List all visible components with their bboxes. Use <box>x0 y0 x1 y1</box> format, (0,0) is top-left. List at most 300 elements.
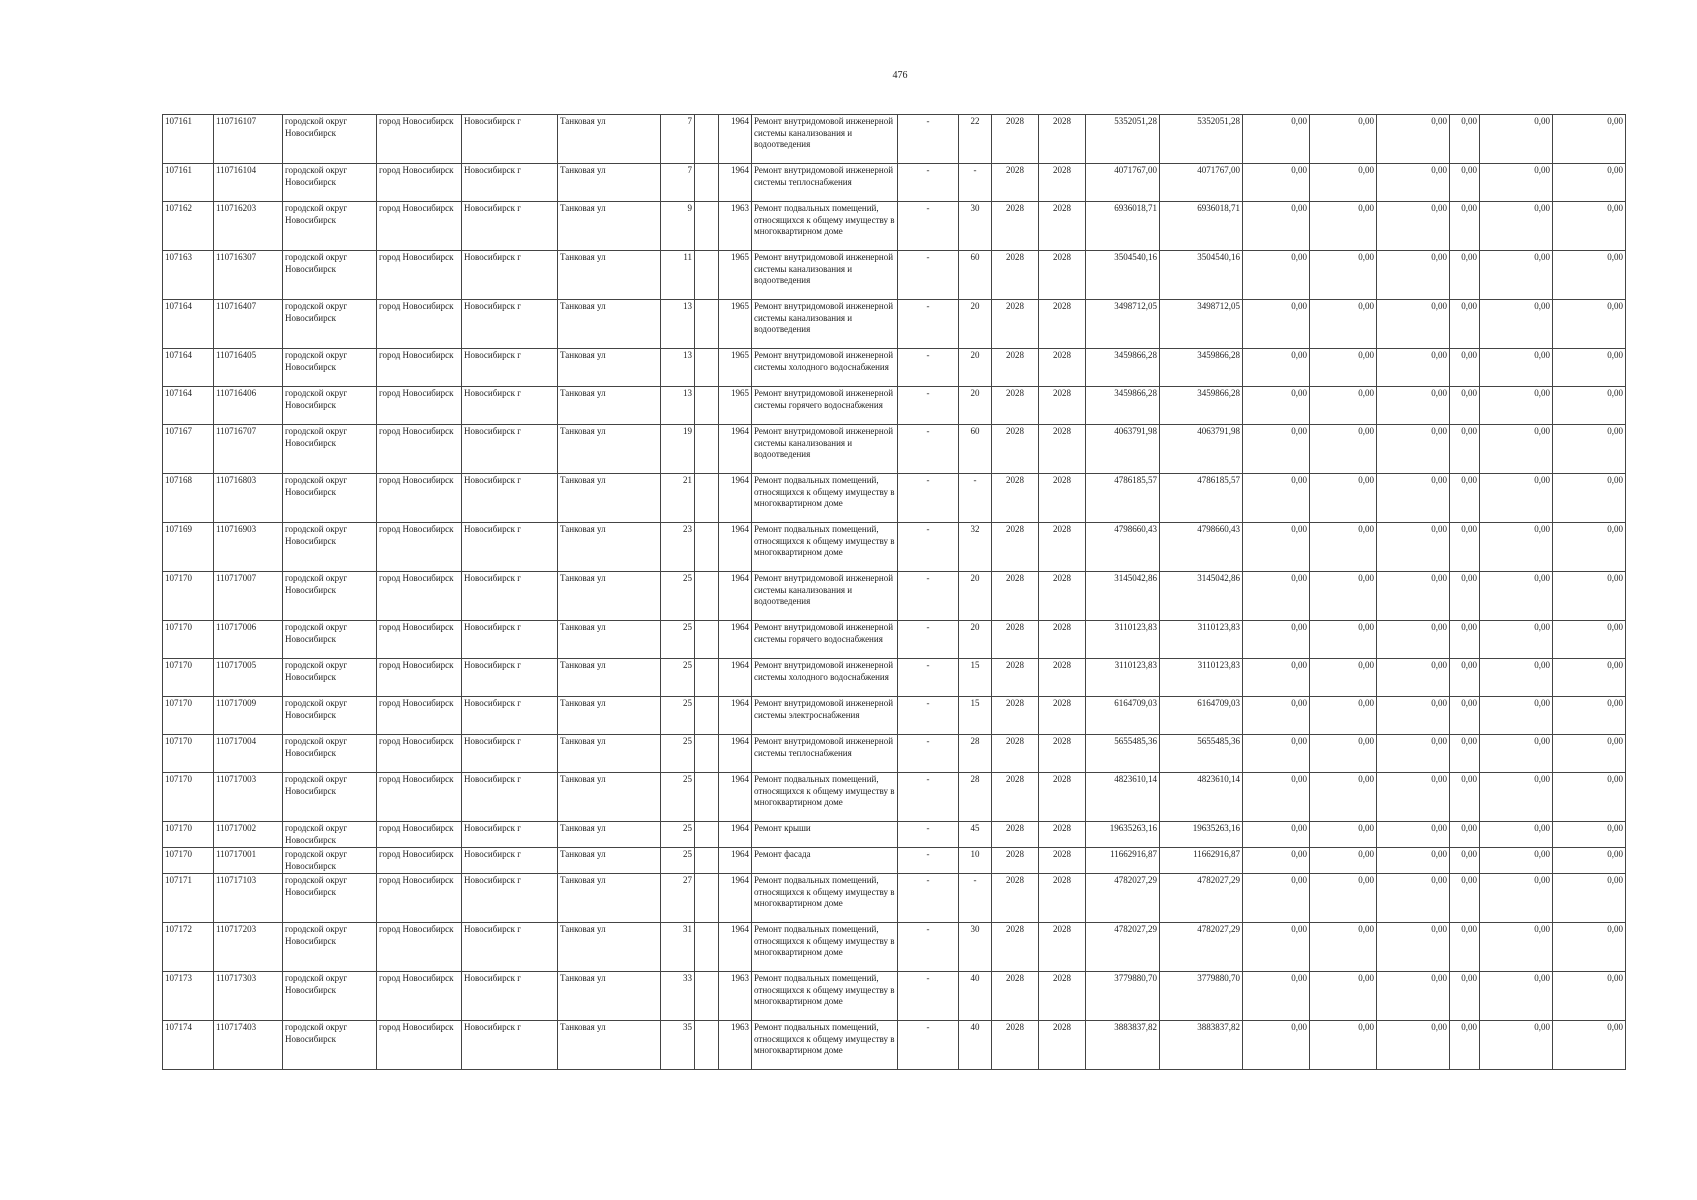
cell-budget-municipal: 0,00 <box>1377 349 1450 387</box>
cell-total-cost: 4823610,14 <box>1086 773 1160 822</box>
cell-district: городской округ Новосибирск <box>283 659 377 697</box>
cell-building <box>695 874 719 923</box>
cell-total-cost: 3145042,86 <box>1086 572 1160 621</box>
cell-work-mark: - <box>898 822 959 848</box>
cell-work-id: 110716407 <box>214 300 283 349</box>
cell-house-number: 7 <box>661 115 695 164</box>
cell-total-cost: 3459866,28 <box>1086 349 1160 387</box>
cell-district: городской округ Новосибирск <box>283 115 377 164</box>
cell-settlement: город Новосибирск <box>377 349 462 387</box>
cell-year-end: 2028 <box>1039 735 1086 773</box>
cell-settlement: город Новосибирск <box>377 474 462 523</box>
cell-work-id: 110716707 <box>214 425 283 474</box>
cell-row-id: 107164 <box>163 387 214 425</box>
cell-city: Новосибирск г <box>462 425 558 474</box>
cell-fund-cost: 4823610,14 <box>1160 773 1243 822</box>
cell-row-id: 107170 <box>163 621 214 659</box>
cell-owner-share: 0,00 <box>1450 923 1480 972</box>
cell-owner-share: 0,00 <box>1450 474 1480 523</box>
cell-city: Новосибирск г <box>462 874 558 923</box>
cell-year-built: 1965 <box>719 300 752 349</box>
cell-budget-municipal: 0,00 <box>1377 523 1450 572</box>
cell-fund-cost: 3459866,28 <box>1160 349 1243 387</box>
cell-total-cost: 4782027,29 <box>1086 874 1160 923</box>
cell-budget-federal: 0,00 <box>1243 621 1310 659</box>
cell-city: Новосибирск г <box>462 474 558 523</box>
cell-building <box>695 735 719 773</box>
cell-settlement: город Новосибирск <box>377 773 462 822</box>
table-row <box>163 1021 1626 1070</box>
cell-owner-share: 0,00 <box>1450 848 1480 874</box>
cell-work-type: Ремонт подвальных помещений, относящихся к общему имуществу в многоквартирном доме <box>752 972 898 1021</box>
cell-year-built: 1963 <box>719 972 752 1021</box>
cell-budget-municipal: 0,00 <box>1377 1021 1450 1070</box>
cell-year-start: 2028 <box>992 300 1039 349</box>
table-row <box>163 572 1626 621</box>
cell-year-built: 1964 <box>719 523 752 572</box>
cell-work-mark: - <box>898 621 959 659</box>
cell-work-type: Ремонт внутридомовой инженерной системы электроснабжения <box>752 697 898 735</box>
cell-budget-regional: 0,00 <box>1310 572 1377 621</box>
cell-year-start: 2028 <box>992 474 1039 523</box>
cell-budget-federal: 0,00 <box>1243 735 1310 773</box>
cell-street: Танковая ул <box>558 923 661 972</box>
table-row <box>163 735 1626 773</box>
cell-owner-share: 0,00 <box>1450 874 1480 923</box>
cell-year-start: 2028 <box>992 115 1039 164</box>
cell-budget-federal: 0,00 <box>1243 387 1310 425</box>
table-row <box>163 848 1626 874</box>
cell-settlement: город Новосибирск <box>377 202 462 251</box>
cell-work-type: Ремонт крыши <box>752 822 898 848</box>
cell-year-end: 2028 <box>1039 972 1086 1021</box>
cell-year-end: 2028 <box>1039 387 1086 425</box>
cell-work-type: Ремонт внутридомовой инженерной системы канализования и водоотведения <box>752 115 898 164</box>
cell-other-source: 0,00 <box>1480 425 1553 474</box>
cell-total-cost: 6164709,03 <box>1086 697 1160 735</box>
cell-city: Новосибирск г <box>462 251 558 300</box>
cell-row-id: 107171 <box>163 874 214 923</box>
table-row <box>163 874 1626 923</box>
cell-budget-federal: 0,00 <box>1243 874 1310 923</box>
cell-house-number: 19 <box>661 425 695 474</box>
cell-work-id: 110717006 <box>214 621 283 659</box>
table-row <box>163 349 1626 387</box>
cell-other-source: 0,00 <box>1480 202 1553 251</box>
cell-budget-regional: 0,00 <box>1310 349 1377 387</box>
cell-work-id: 110716104 <box>214 164 283 202</box>
cell-fund-cost: 4071767,00 <box>1160 164 1243 202</box>
cell-work-mark: - <box>898 773 959 822</box>
cell-work-id: 110717403 <box>214 1021 283 1070</box>
cell-work-mark: - <box>898 659 959 697</box>
cell-building <box>695 923 719 972</box>
cell-year-end: 2028 <box>1039 523 1086 572</box>
cell-work-type: Ремонт внутридомовой инженерной системы холодного водоснабжения <box>752 349 898 387</box>
cell-work-type: Ремонт внутридомовой инженерной системы канализования и водоотведения <box>752 425 898 474</box>
cell-district: городской округ Новосибирск <box>283 425 377 474</box>
cell-owner-share: 0,00 <box>1450 115 1480 164</box>
cell-work-volume: 20 <box>959 621 992 659</box>
table-row <box>163 773 1626 822</box>
cell-building <box>695 1021 719 1070</box>
cell-district: городской округ Новосибирск <box>283 848 377 874</box>
cell-budget-federal: 0,00 <box>1243 972 1310 1021</box>
cell-work-type: Ремонт внутридомовой инженерной системы теплоснабжения <box>752 735 898 773</box>
cell-work-mark: - <box>898 425 959 474</box>
cell-fund-cost: 6164709,03 <box>1160 697 1243 735</box>
cell-extra-cost: 0,00 <box>1553 572 1626 621</box>
cell-total-cost: 3459866,28 <box>1086 387 1160 425</box>
cell-year-end: 2028 <box>1039 923 1086 972</box>
cell-budget-federal: 0,00 <box>1243 1021 1310 1070</box>
cell-budget-regional: 0,00 <box>1310 972 1377 1021</box>
cell-house-number: 21 <box>661 474 695 523</box>
cell-other-source: 0,00 <box>1480 1021 1553 1070</box>
cell-budget-municipal: 0,00 <box>1377 735 1450 773</box>
cell-budget-regional: 0,00 <box>1310 425 1377 474</box>
cell-row-id: 107174 <box>163 1021 214 1070</box>
cell-fund-cost: 3459866,28 <box>1160 387 1243 425</box>
cell-extra-cost: 0,00 <box>1553 874 1626 923</box>
cell-budget-federal: 0,00 <box>1243 202 1310 251</box>
cell-year-start: 2028 <box>992 874 1039 923</box>
cell-house-number: 9 <box>661 202 695 251</box>
cell-city: Новосибирск г <box>462 822 558 848</box>
cell-other-source: 0,00 <box>1480 621 1553 659</box>
cell-work-id: 110716203 <box>214 202 283 251</box>
cell-work-volume: 32 <box>959 523 992 572</box>
cell-street: Танковая ул <box>558 474 661 523</box>
cell-district: городской округ Новосибирск <box>283 822 377 848</box>
cell-street: Танковая ул <box>558 387 661 425</box>
cell-year-built: 1963 <box>719 202 752 251</box>
cell-owner-share: 0,00 <box>1450 735 1480 773</box>
cell-district: городской округ Новосибирск <box>283 164 377 202</box>
cell-budget-municipal: 0,00 <box>1377 300 1450 349</box>
cell-budget-municipal: 0,00 <box>1377 251 1450 300</box>
cell-other-source: 0,00 <box>1480 523 1553 572</box>
cell-extra-cost: 0,00 <box>1553 659 1626 697</box>
cell-extra-cost: 0,00 <box>1553 1021 1626 1070</box>
cell-work-mark: - <box>898 923 959 972</box>
cell-owner-share: 0,00 <box>1450 202 1480 251</box>
cell-settlement: город Новосибирск <box>377 848 462 874</box>
cell-district: городской округ Новосибирск <box>283 773 377 822</box>
cell-district: городской округ Новосибирск <box>283 251 377 300</box>
cell-street: Танковая ул <box>558 621 661 659</box>
cell-budget-municipal: 0,00 <box>1377 972 1450 1021</box>
cell-work-mark: - <box>898 1021 959 1070</box>
cell-extra-cost: 0,00 <box>1553 387 1626 425</box>
cell-house-number: 25 <box>661 659 695 697</box>
cell-budget-regional: 0,00 <box>1310 251 1377 300</box>
cell-work-id: 110717001 <box>214 848 283 874</box>
cell-work-type: Ремонт внутридомовой инженерной системы горячего водоснабжения <box>752 621 898 659</box>
cell-district: городской округ Новосибирск <box>283 202 377 251</box>
cell-budget-municipal: 0,00 <box>1377 425 1450 474</box>
cell-owner-share: 0,00 <box>1450 251 1480 300</box>
cell-house-number: 25 <box>661 848 695 874</box>
cell-work-type: Ремонт фасада <box>752 848 898 874</box>
cell-year-end: 2028 <box>1039 659 1086 697</box>
cell-owner-share: 0,00 <box>1450 349 1480 387</box>
cell-total-cost: 4063791,98 <box>1086 425 1160 474</box>
cell-year-end: 2028 <box>1039 300 1086 349</box>
cell-owner-share: 0,00 <box>1450 697 1480 735</box>
cell-work-volume: 30 <box>959 202 992 251</box>
cell-other-source: 0,00 <box>1480 115 1553 164</box>
cell-work-mark: - <box>898 572 959 621</box>
cell-extra-cost: 0,00 <box>1553 621 1626 659</box>
cell-total-cost: 3110123,83 <box>1086 659 1160 697</box>
cell-total-cost: 3498712,05 <box>1086 300 1160 349</box>
table-row <box>163 387 1626 425</box>
cell-district: городской округ Новосибирск <box>283 735 377 773</box>
cell-city: Новосибирск г <box>462 1021 558 1070</box>
cell-year-end: 2028 <box>1039 572 1086 621</box>
data-table <box>162 114 1626 1070</box>
cell-other-source: 0,00 <box>1480 923 1553 972</box>
cell-owner-share: 0,00 <box>1450 659 1480 697</box>
table-row <box>163 425 1626 474</box>
cell-budget-regional: 0,00 <box>1310 874 1377 923</box>
cell-owner-share: 0,00 <box>1450 387 1480 425</box>
cell-total-cost: 3779880,70 <box>1086 972 1160 1021</box>
cell-year-built: 1964 <box>719 822 752 848</box>
table-row <box>163 972 1626 1021</box>
cell-city: Новосибирск г <box>462 773 558 822</box>
cell-city: Новосибирск г <box>462 202 558 251</box>
cell-settlement: город Новосибирск <box>377 621 462 659</box>
cell-work-volume: 60 <box>959 425 992 474</box>
cell-settlement: город Новосибирск <box>377 972 462 1021</box>
cell-extra-cost: 0,00 <box>1553 202 1626 251</box>
cell-total-cost: 4798660,43 <box>1086 523 1160 572</box>
cell-budget-municipal: 0,00 <box>1377 848 1450 874</box>
cell-work-volume: 30 <box>959 923 992 972</box>
cell-settlement: город Новосибирск <box>377 425 462 474</box>
cell-street: Танковая ул <box>558 300 661 349</box>
cell-year-start: 2028 <box>992 387 1039 425</box>
cell-city: Новосибирск г <box>462 300 558 349</box>
cell-work-type: Ремонт внутридомовой инженерной системы канализования и водоотведения <box>752 300 898 349</box>
cell-row-id: 107170 <box>163 572 214 621</box>
cell-owner-share: 0,00 <box>1450 300 1480 349</box>
cell-year-built: 1964 <box>719 621 752 659</box>
cell-building <box>695 972 719 1021</box>
cell-budget-regional: 0,00 <box>1310 659 1377 697</box>
table-row <box>163 115 1626 164</box>
cell-work-volume: 40 <box>959 972 992 1021</box>
cell-house-number: 7 <box>661 164 695 202</box>
cell-owner-share: 0,00 <box>1450 425 1480 474</box>
cell-building <box>695 848 719 874</box>
cell-work-volume: 20 <box>959 387 992 425</box>
cell-work-id: 110716903 <box>214 523 283 572</box>
cell-city: Новосибирск г <box>462 387 558 425</box>
table-row <box>163 822 1626 848</box>
cell-building <box>695 115 719 164</box>
cell-budget-regional: 0,00 <box>1310 202 1377 251</box>
cell-year-start: 2028 <box>992 697 1039 735</box>
cell-budget-federal: 0,00 <box>1243 523 1310 572</box>
cell-city: Новосибирск г <box>462 923 558 972</box>
cell-district: городской округ Новосибирск <box>283 572 377 621</box>
cell-fund-cost: 3504540,16 <box>1160 251 1243 300</box>
cell-work-id: 110717002 <box>214 822 283 848</box>
cell-other-source: 0,00 <box>1480 874 1553 923</box>
cell-work-mark: - <box>898 848 959 874</box>
cell-fund-cost: 3498712,05 <box>1160 300 1243 349</box>
cell-year-start: 2028 <box>992 202 1039 251</box>
cell-year-end: 2028 <box>1039 251 1086 300</box>
cell-settlement: город Новосибирск <box>377 874 462 923</box>
cell-settlement: город Новосибирск <box>377 735 462 773</box>
cell-house-number: 31 <box>661 923 695 972</box>
cell-work-type: Ремонт подвальных помещений, относящихся к общему имуществу в многоквартирном доме <box>752 874 898 923</box>
cell-year-end: 2028 <box>1039 164 1086 202</box>
cell-settlement: город Новосибирск <box>377 523 462 572</box>
cell-row-id: 107173 <box>163 972 214 1021</box>
cell-budget-federal: 0,00 <box>1243 773 1310 822</box>
table-row <box>163 621 1626 659</box>
cell-work-mark: - <box>898 874 959 923</box>
cell-row-id: 107162 <box>163 202 214 251</box>
cell-street: Танковая ул <box>558 523 661 572</box>
cell-building <box>695 621 719 659</box>
cell-work-type: Ремонт подвальных помещений, относящихся к общему имуществу в многоквартирном доме <box>752 1021 898 1070</box>
cell-work-volume: - <box>959 164 992 202</box>
cell-row-id: 107170 <box>163 848 214 874</box>
cell-work-mark: - <box>898 349 959 387</box>
cell-street: Танковая ул <box>558 659 661 697</box>
cell-year-end: 2028 <box>1039 621 1086 659</box>
cell-work-mark: - <box>898 474 959 523</box>
cell-year-start: 2028 <box>992 251 1039 300</box>
cell-work-id: 110717003 <box>214 773 283 822</box>
cell-work-type: Ремонт подвальных помещений, относящихся к общему имуществу в многоквартирном доме <box>752 474 898 523</box>
cell-budget-federal: 0,00 <box>1243 474 1310 523</box>
cell-work-id: 110717203 <box>214 923 283 972</box>
cell-district: городской округ Новосибирск <box>283 523 377 572</box>
cell-city: Новосибирск г <box>462 349 558 387</box>
cell-work-mark: - <box>898 300 959 349</box>
cell-street: Танковая ул <box>558 349 661 387</box>
cell-city: Новосибирск г <box>462 572 558 621</box>
cell-budget-federal: 0,00 <box>1243 848 1310 874</box>
cell-settlement: город Новосибирск <box>377 1021 462 1070</box>
cell-work-type: Ремонт подвальных помещений, относящихся к общему имуществу в многоквартирном доме <box>752 202 898 251</box>
cell-work-volume: - <box>959 874 992 923</box>
cell-budget-regional: 0,00 <box>1310 387 1377 425</box>
cell-house-number: 13 <box>661 349 695 387</box>
cell-building <box>695 349 719 387</box>
cell-fund-cost: 4798660,43 <box>1160 523 1243 572</box>
cell-work-volume: 20 <box>959 572 992 621</box>
cell-budget-regional: 0,00 <box>1310 697 1377 735</box>
cell-fund-cost: 3110123,83 <box>1160 621 1243 659</box>
cell-district: городской округ Новосибирск <box>283 349 377 387</box>
cell-fund-cost: 4782027,29 <box>1160 923 1243 972</box>
cell-other-source: 0,00 <box>1480 387 1553 425</box>
cell-work-id: 110716406 <box>214 387 283 425</box>
cell-owner-share: 0,00 <box>1450 523 1480 572</box>
cell-street: Танковая ул <box>558 425 661 474</box>
cell-fund-cost: 4063791,98 <box>1160 425 1243 474</box>
cell-house-number: 25 <box>661 572 695 621</box>
cell-budget-federal: 0,00 <box>1243 164 1310 202</box>
cell-other-source: 0,00 <box>1480 474 1553 523</box>
cell-owner-share: 0,00 <box>1450 1021 1480 1070</box>
cell-house-number: 23 <box>661 523 695 572</box>
cell-total-cost: 3110123,83 <box>1086 621 1160 659</box>
cell-house-number: 25 <box>661 773 695 822</box>
cell-work-mark: - <box>898 202 959 251</box>
cell-city: Новосибирск г <box>462 523 558 572</box>
cell-year-start: 2028 <box>992 735 1039 773</box>
cell-row-id: 107170 <box>163 659 214 697</box>
cell-district: городской округ Новосибирск <box>283 874 377 923</box>
cell-total-cost: 4782027,29 <box>1086 923 1160 972</box>
cell-other-source: 0,00 <box>1480 164 1553 202</box>
cell-year-built: 1964 <box>719 425 752 474</box>
cell-fund-cost: 6936018,71 <box>1160 202 1243 251</box>
cell-house-number: 13 <box>661 300 695 349</box>
cell-other-source: 0,00 <box>1480 848 1553 874</box>
cell-total-cost: 4071767,00 <box>1086 164 1160 202</box>
cell-owner-share: 0,00 <box>1450 822 1480 848</box>
cell-row-id: 107170 <box>163 773 214 822</box>
cell-row-id: 107161 <box>163 115 214 164</box>
cell-extra-cost: 0,00 <box>1553 848 1626 874</box>
cell-budget-municipal: 0,00 <box>1377 659 1450 697</box>
cell-other-source: 0,00 <box>1480 735 1553 773</box>
cell-extra-cost: 0,00 <box>1553 349 1626 387</box>
cell-work-id: 110717004 <box>214 735 283 773</box>
cell-settlement: город Новосибирск <box>377 923 462 972</box>
cell-street: Танковая ул <box>558 1021 661 1070</box>
cell-work-id: 110717103 <box>214 874 283 923</box>
cell-street: Танковая ул <box>558 251 661 300</box>
cell-owner-share: 0,00 <box>1450 621 1480 659</box>
cell-year-start: 2028 <box>992 923 1039 972</box>
cell-budget-regional: 0,00 <box>1310 923 1377 972</box>
cell-district: городской округ Новосибирск <box>283 972 377 1021</box>
cell-year-end: 2028 <box>1039 474 1086 523</box>
cell-owner-share: 0,00 <box>1450 572 1480 621</box>
cell-year-start: 2028 <box>992 659 1039 697</box>
cell-year-end: 2028 <box>1039 349 1086 387</box>
cell-extra-cost: 0,00 <box>1553 251 1626 300</box>
cell-district: городской округ Новосибирск <box>283 300 377 349</box>
cell-other-source: 0,00 <box>1480 697 1553 735</box>
cell-fund-cost: 3110123,83 <box>1160 659 1243 697</box>
cell-year-built: 1964 <box>719 115 752 164</box>
cell-fund-cost: 5655485,36 <box>1160 735 1243 773</box>
cell-budget-regional: 0,00 <box>1310 474 1377 523</box>
cell-work-id: 110717007 <box>214 572 283 621</box>
cell-house-number: 33 <box>661 972 695 1021</box>
cell-year-built: 1964 <box>719 697 752 735</box>
cell-year-built: 1964 <box>719 848 752 874</box>
cell-building <box>695 697 719 735</box>
cell-extra-cost: 0,00 <box>1553 164 1626 202</box>
cell-building <box>695 164 719 202</box>
cell-work-mark: - <box>898 697 959 735</box>
cell-year-built: 1964 <box>719 474 752 523</box>
cell-work-volume: 28 <box>959 773 992 822</box>
